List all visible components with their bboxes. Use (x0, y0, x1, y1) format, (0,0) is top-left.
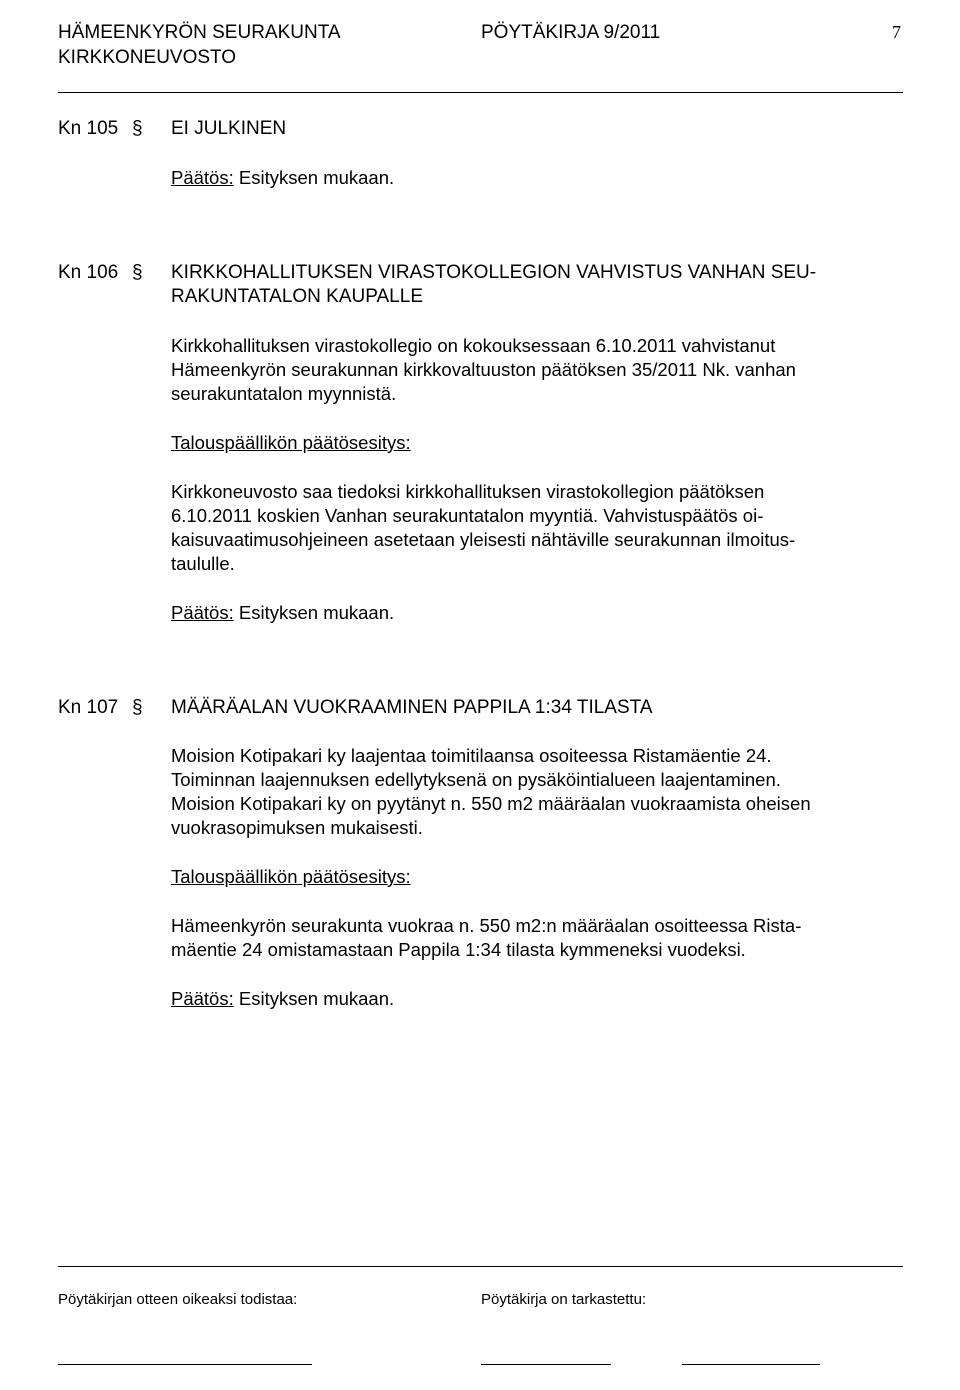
page-number: 7 (892, 22, 901, 42)
signature-line (58, 1364, 312, 1365)
item-title: MÄÄRÄALAN VUOKRAAMINEN PAPPILA 1:34 TILASTA (171, 697, 653, 718)
decision-text: Esityksen mukaan. (233, 602, 395, 623)
proposal-label: Talouspäällikön päätösesitys: (171, 866, 411, 887)
header-rule (58, 92, 903, 93)
decision (171, 601, 394, 625)
footer-right-label: Pöytäkirja on tarkastettu: (481, 1291, 647, 1308)
item-title: EI JULKINEN (171, 118, 287, 139)
body-line: Kirkkohallituksen virastokollegio on kokouksessaan 6.10.2011 vahvistanut (171, 335, 776, 356)
proposal-line: Hämeenkyrön seurakunta vuokraa n. 550 m2:n määräalan osoitteessa Rista- (171, 915, 802, 936)
decision (171, 987, 394, 1011)
decision-text: Esityksen mukaan. (233, 167, 395, 188)
proposal-line: kaisuvaatimusohjeineen asetetaan yleisesti nähtäville seurakunnan ilmoitus- (171, 529, 796, 550)
section-sign: § (132, 262, 143, 283)
doc-title: PÖYTÄKIRJA 9/2011 (481, 22, 661, 43)
body-line: Moision Kotipakari ky laajentaa toimitilaansa osoiteessa Ristamäentie 24. (171, 745, 772, 766)
item-title-line: RAKUNTATALON KAUPALLE (171, 286, 423, 307)
decision-text: Esityksen mukaan. (233, 988, 395, 1009)
signature-line (481, 1364, 611, 1365)
body-line: Moision Kotipakari ky on pyytänyt n. 550 m2 määräalan vuokraamista oheisen (171, 793, 811, 814)
body-line: seurakuntatalon myynnistä. (171, 383, 397, 404)
body-line: Hämeenkyrön seurakunnan kirkkovaltuuston päätöksen 35/2011 Nk. vanhan (171, 359, 796, 380)
item-number: Kn 106 (58, 262, 119, 283)
proposal-line: mäentie 24 omistamastaan Pappila 1:34 tilasta kymmeneksi vuodeksi. (171, 939, 746, 960)
decision-label: Päätös: (171, 602, 234, 623)
footer-left-label: Pöytäkirjan otteen oikeaksi todistaa: (58, 1291, 298, 1308)
proposal-line: 6.10.2011 koskien Vanhan seurakuntatalon myyntiä. Vahvistuspäätös oi- (171, 505, 764, 526)
decision (171, 166, 394, 190)
item-number: Kn 107 (58, 697, 119, 718)
decision-label: Päätös: (171, 167, 234, 188)
footer-rule (58, 1266, 903, 1267)
signature-line (682, 1364, 820, 1365)
body-line: Toiminnan laajennuksen edellytyksenä on pysäköintialueen laajentaminen. (171, 769, 781, 790)
item-number: Kn 105 (58, 118, 119, 139)
decision-label: Päätös: (171, 988, 234, 1009)
section-sign: § (132, 697, 143, 718)
org-name: HÄMEENKYRÖN SEURAKUNTA (58, 22, 341, 43)
proposal-line: Kirkkoneuvosto saa tiedoksi kirkkohallituksen virastokollegion päätöksen (171, 481, 765, 502)
proposal-label: Talouspäällikön päätösesitys: (171, 432, 411, 453)
body-line: vuokrasopimuksen mukaisesti. (171, 817, 423, 838)
section-sign: § (132, 118, 143, 139)
item-title-line: KIRKKOHALLITUKSEN VIRASTOKOLLEGION VAHVISTUS VANHAN SEU- (171, 262, 817, 283)
proposal-line: taululle. (171, 553, 235, 574)
org-body: KIRKKONEUVOSTO (58, 47, 237, 68)
